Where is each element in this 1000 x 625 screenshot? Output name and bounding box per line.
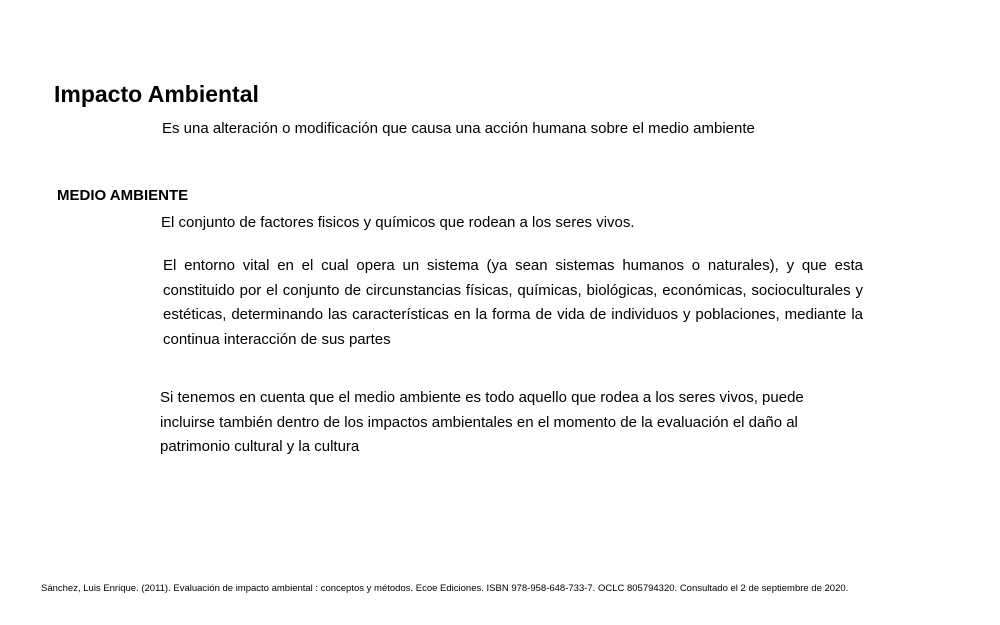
section-heading-medio-ambiente: MEDIO AMBIENTE [57,187,189,204]
medio-ambiente-definition-2: El entorno vital en el cual opera un sistema (ya sean sistemas humanos o naturales), y que esta constituido por el conjunto de circunstancias físicas, químicas, biológicas, económicas, socioculturales y estéticas, determinando las características en la forma de vida de individuos y poblaciones, mediante la continua interacción de sus partes [163,257,863,348]
cultural-heritage-note: Si tenemos en cuenta que el medio ambiente es todo aquello que rodea a los seres vivos, puede incluirse también dentro de los impactos ambientales en el momento de la evaluación el daño al patrimonio cultural y la cultura [160,389,804,455]
citation-footer: Sánchez, Luis Enrique. (2011). Evaluación de impacto ambiental : conceptos y métodos. Ecoe Ediciones. ISBN 978-958-648-733-7. OCLC 805794320. Consultado el 2 de septiembre de 2020. [41,583,849,594]
medio-ambiente-definition-1: El conjunto de factores fisicos y químicos que rodean a los seres vivos. [161,214,635,231]
impact-definition: Es una alteración o modificación que causa una acción humana sobre el medio ambiente [162,120,755,137]
page-title: Impacto Ambiental [54,81,259,107]
